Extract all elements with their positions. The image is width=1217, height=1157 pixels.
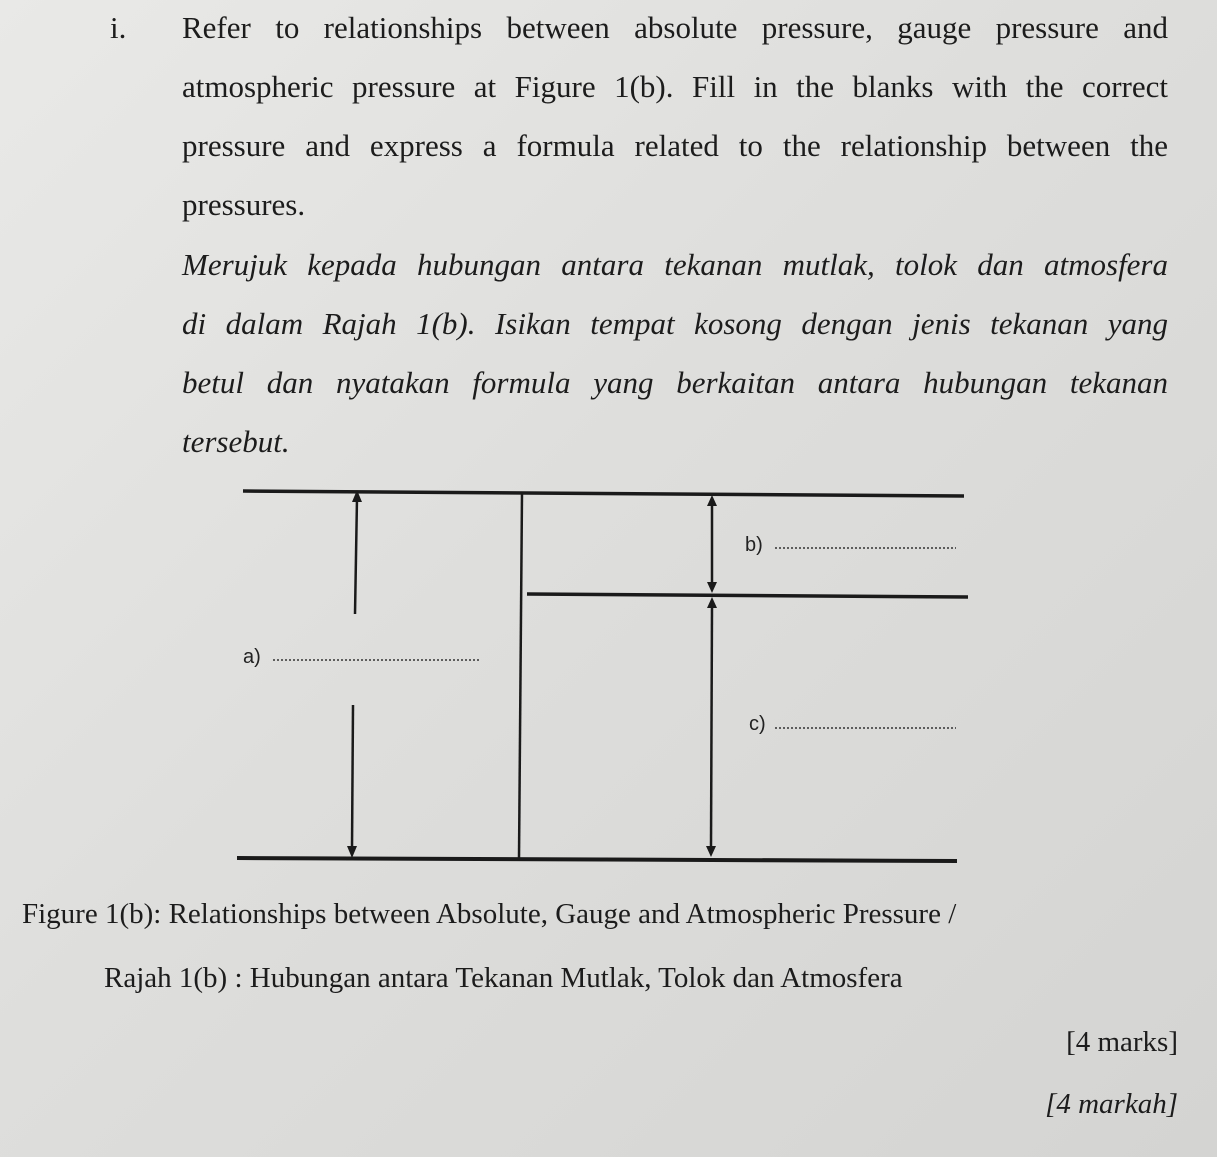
arrow-a-lower-shaft — [352, 705, 353, 848]
question-line: Merujuk kepada hubungan antara tekanan mutlak, tolok dan atmosfera — [182, 247, 1168, 282]
label-a: a) — [243, 646, 261, 668]
question-line: di dalam Rajah 1(b). Isikan tempat kosong dengan jenis tekanan yang — [182, 306, 1168, 341]
question-line: tersebut. — [182, 424, 290, 459]
arrow-b-up-head — [707, 495, 717, 506]
question-line: pressures. — [182, 187, 306, 222]
arrow-b-down-head — [707, 582, 717, 593]
figure-caption-english: Figure 1(b): Relationships between Absolute, Gauge and Atmospheric Pressure / — [22, 898, 957, 930]
top-pressure-line — [243, 491, 964, 496]
question-number: i. — [110, 10, 127, 45]
question-line: betul dan nyatakan formula yang berkaitan antara hubungan tekanan — [182, 365, 1168, 400]
atmospheric-pressure-line — [527, 594, 968, 597]
marks-english: [4 marks] — [1066, 1026, 1178, 1058]
arrow-c-down-head — [706, 846, 716, 857]
vertical-divider — [519, 493, 522, 858]
absolute-zero-line — [237, 858, 957, 861]
question-line: Refer to relationships between absolute pressure, gauge pressure and — [182, 10, 1168, 45]
figure-caption-malay: Rajah 1(b) : Hubungan antara Tekanan Mutlak, Tolok dan Atmosfera — [104, 962, 903, 994]
arrow-c-up-head — [707, 597, 717, 608]
arrow-a-down-head — [347, 846, 357, 858]
question-line: pressure and express a formula related to the relationship between the — [182, 128, 1168, 163]
marks-malay: [4 markah] — [1045, 1088, 1178, 1120]
arrow-c-shaft — [711, 606, 712, 846]
label-c: c) — [749, 713, 766, 735]
label-b: b) — [745, 534, 763, 556]
question-line: atmospheric pressure at Figure 1(b). Fill in the blanks with the correct — [182, 69, 1168, 104]
arrow-a-upper-shaft — [355, 498, 357, 614]
